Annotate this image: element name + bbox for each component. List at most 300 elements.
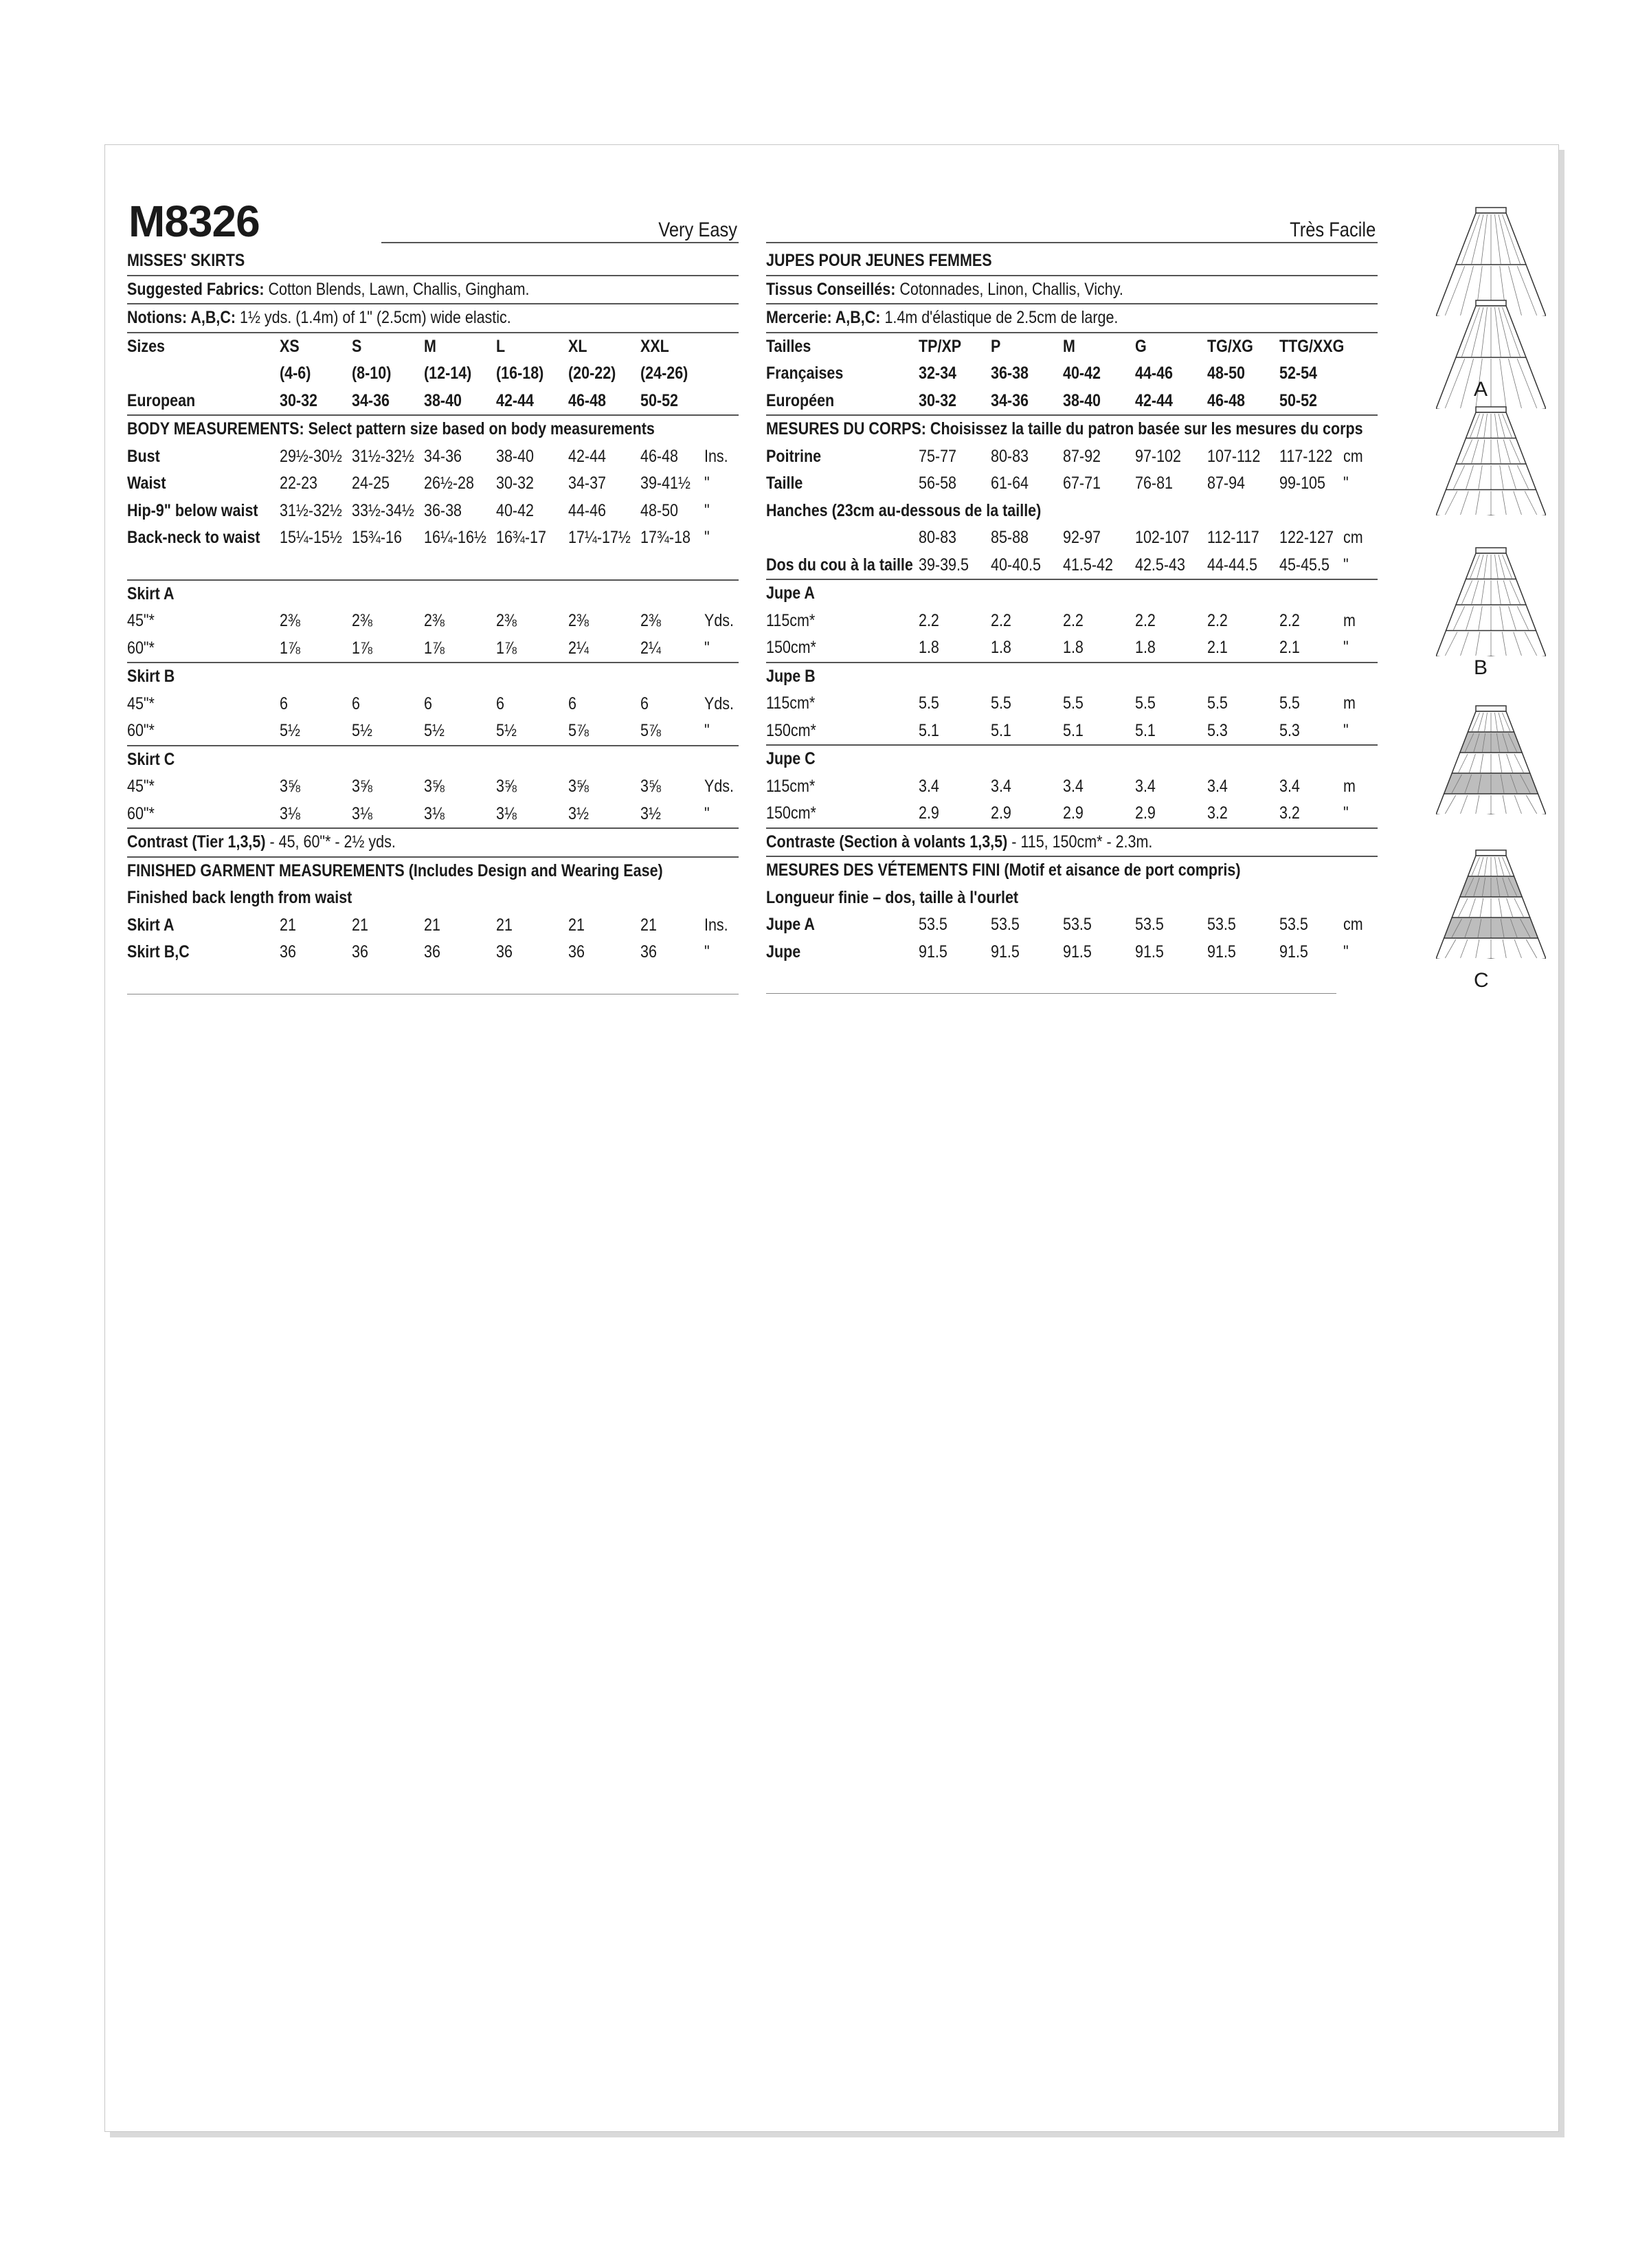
en-skirt-1-row-1-value-4: 5⅞: [568, 721, 589, 740]
en-skirt-2-row-1-unit: ": [704, 803, 710, 823]
fr-skirt-2-row-0-value-3: 3.4: [1135, 776, 1156, 796]
en-body-row-2-value-3: 40-42: [496, 500, 534, 520]
fr-body-heading-part-0: MESURES DU CORPS: Choisissez la taille du patron basée sur les mesures du corps: [766, 419, 1363, 438]
en-european-row-value-4: 46-48: [568, 390, 606, 410]
fr-sizes-row: [766, 333, 1378, 361]
en-skirt-2-heading: [127, 746, 739, 774]
en-skirt-0-row-1-value-3: 1⅞: [496, 638, 517, 658]
en-skirt-1-row-0-value-1: 6: [352, 693, 360, 713]
fr-skirt-1-row-0-value-2: 5.5: [1063, 693, 1084, 713]
fr-hips-row-value-2: 92-97: [1063, 528, 1101, 547]
en-body-row-3: [127, 524, 739, 552]
en-skirt-2-row-1-label: 60"*: [127, 803, 155, 823]
fr-body-row-0-value-5: 117-122: [1279, 446, 1333, 466]
fr-skirt-0-row-0: [766, 608, 1378, 635]
en-finished-row-0-value-4: 21: [568, 915, 585, 935]
en-body-row-3-unit: ": [704, 528, 710, 547]
fr-finished-row-0-label: Jupe A: [766, 915, 815, 934]
en-skirt-2-row-1-value-1: 3⅛: [352, 803, 372, 823]
en-body-row-3-value-4: 17¼-17½: [568, 528, 631, 547]
en-skirt-2-row-0-value-3: 3⅝: [496, 777, 517, 796]
en-sizes-row-value-3: L: [496, 336, 506, 356]
fr-skirt-1-heading-part-0: Jupe B: [766, 666, 816, 686]
fr-finished-row-0-value-1: 53.5: [991, 915, 1020, 934]
fr-francaises-row-label: Françaises: [766, 364, 844, 383]
fr-finished-heading-text: [766, 857, 1240, 884]
en-skirt-2-row-0: [127, 773, 739, 801]
en-finished-row-0-unit: Ins.: [704, 915, 728, 935]
fr-finished-row-1-label: Jupe: [766, 942, 801, 961]
fr-finished-row-0-value-3: 53.5: [1135, 915, 1164, 934]
fr-body-row-0-value-2: 87-92: [1063, 446, 1101, 466]
fr-title: [766, 247, 1378, 276]
en-fabrics-part-0: Suggested Fabrics:: [127, 279, 265, 299]
en-skirt-0-row-1-label: 60"*: [127, 638, 155, 658]
en-body-row-1-label: Waist: [127, 474, 166, 493]
fr-skirt-2-row-1: [766, 800, 1378, 829]
en-skirt-1-row-0-label: 45"*: [127, 693, 155, 713]
fr-skirt-0-row-0-value-2: 2.2: [1063, 610, 1084, 630]
fr-hips-row: [766, 524, 1378, 552]
en-skirt-2-row-0-value-2: 3⅝: [424, 777, 445, 796]
fr-finished-row-1-value-4: 91.5: [1207, 942, 1236, 961]
en-notions-text: [127, 304, 511, 331]
en-european-row: [127, 388, 739, 416]
fr-sizes-row-label: Tailles: [766, 336, 811, 356]
fr-finished-row-1-unit: ": [1343, 942, 1349, 961]
en-european-row-value-0: 30-32: [280, 390, 317, 410]
en-finished-row-0-value-0: 21: [280, 915, 296, 935]
en-body-row-0-unit: Ins.: [704, 446, 728, 466]
en-notions-part-0: Notions: A,B,C:: [127, 308, 236, 327]
fr-finished-row-0-value-4: 53.5: [1207, 915, 1236, 934]
fr-skirt-0-row-1-label: 150cm*: [766, 638, 816, 657]
fr-back-row-value-0: 39-39.5: [919, 555, 969, 575]
fr-hips-heading-text: [766, 498, 1041, 524]
en-skirt-0-row-1: [127, 635, 739, 664]
en-size-ranges-row-value-4: (20-22): [568, 364, 616, 383]
en-contrast-part-1: - 45, 60"* - 2½ yds.: [265, 832, 396, 852]
fr-european-row-value-4: 46-48: [1207, 390, 1245, 410]
en-skirt-0-row-0-value-5: 2⅜: [640, 611, 661, 630]
en-body-row-2-value-0: 31½-32½: [280, 500, 342, 520]
en-finished-row-1-label: Skirt B,C: [127, 942, 190, 961]
fr-finished-row-1-value-0: 91.5: [919, 942, 947, 961]
fr-european-row-value-3: 42-44: [1135, 390, 1173, 410]
en-skirt-1-row-1: [127, 718, 739, 746]
skirt-b-front-illustration: [1436, 405, 1546, 515]
en-body-row-3-value-0: 15¼-15½: [280, 528, 342, 547]
fr-body-row-0-value-4: 107-112: [1207, 446, 1261, 466]
fr-skirt-2-row-1-value-5: 3.2: [1279, 803, 1300, 823]
fr-back-row-value-5: 45-45.5: [1279, 555, 1330, 575]
fr-finished-row-1-value-1: 91.5: [991, 942, 1020, 961]
fr-finished-heading-part-0: MESURES DES VÉTEMENTS FINI (Motif et aisance de port compris): [766, 860, 1241, 880]
fr-european-row-value-1: 34-36: [991, 390, 1029, 410]
illustration-label-c: C: [1474, 969, 1489, 992]
en-body-row-3-value-2: 16¼-16½: [424, 528, 486, 547]
fr-body-heading-text: [766, 416, 1363, 443]
fr-skirt-0-row-1-value-5: 2.1: [1279, 638, 1300, 657]
fr-contrast-part-1: - 115, 150cm* - 2.3m.: [1007, 832, 1153, 852]
fr-body-row-1-value-3: 76-81: [1135, 474, 1173, 493]
fr-hips-heading-part-0: Hanches (23cm au-dessous de la taille): [766, 500, 1042, 520]
fr-skirt-2-row-0-value-0: 3.4: [919, 776, 939, 796]
en-finished-row-0-value-2: 21: [424, 915, 440, 935]
en-skirt-0-row-0-value-0: 2⅜: [280, 611, 300, 630]
fr-skirt-2-row-1-value-4: 3.2: [1207, 803, 1228, 823]
en-body-row-0-value-4: 42-44: [568, 446, 606, 466]
fr-finished-sub-part-0: Longueur finie – dos, taille à l'ourlet: [766, 887, 1019, 907]
en-finished-sub: [127, 885, 739, 912]
en-skirt-1-heading-text: [127, 663, 175, 690]
en-finished-row-1-unit: ": [704, 942, 710, 961]
en-finished-row-0-value-1: 21: [352, 915, 368, 935]
fr-skirt-1-row-0-unit: m: [1343, 693, 1356, 713]
en-body-row-3-value-1: 15¾-16: [352, 528, 402, 547]
en-skirt-1-row-0-value-5: 6: [640, 693, 649, 713]
en-skirt-2-row-0-value-5: 3⅝: [640, 777, 661, 796]
skirt-b-back-illustration: [1436, 546, 1546, 656]
fr-finished-row-1-value-3: 91.5: [1135, 942, 1164, 961]
en-body-row-1-value-3: 30-32: [496, 474, 534, 493]
en-skirt-2-row-1: [127, 801, 739, 830]
en-body-heading: [127, 416, 739, 443]
en-size-ranges-row-value-1: (8-10): [352, 364, 392, 383]
en-skirt-1-row-0-value-0: 6: [280, 693, 288, 713]
en-body-row-0-value-0: 29½-30½: [280, 446, 342, 466]
fr-body-row-0-value-0: 75-77: [919, 446, 956, 466]
fr-finished-sub: [766, 885, 1378, 912]
en-skirt-0-row-1-unit: ": [704, 638, 710, 658]
en-skirt-2-heading-part-0: Skirt C: [127, 749, 175, 769]
fr-skirt-0-row-0-value-1: 2.2: [991, 610, 1011, 630]
fr-contrast-text: [766, 829, 1152, 856]
fr-skirt-0-heading-part-0: Jupe A: [766, 583, 815, 603]
fr-european-row-value-5: 50-52: [1279, 390, 1317, 410]
fr-skirt-1-row-1: [766, 718, 1378, 746]
en-body-row-0-label: Bust: [127, 446, 160, 466]
fr-skirt-0-heading: [766, 580, 1378, 608]
fr-fabrics: [766, 276, 1378, 305]
fr-skirt-0-row-0-value-3: 2.2: [1135, 610, 1156, 630]
en-finished-row-1: [127, 939, 739, 966]
en-body-row-2-value-2: 36-38: [424, 500, 462, 520]
fr-fabrics-part-1: Cotonnades, Linon, Challis, Vichy.: [895, 279, 1123, 299]
fr-body-row-0-value-1: 80-83: [991, 446, 1029, 466]
en-skirt-0-row-0: [127, 608, 739, 635]
fr-finished-row-1: [766, 939, 1378, 966]
fr-finished-row-1-value-2: 91.5: [1063, 942, 1092, 961]
fr-european-row-label: Européen: [766, 390, 835, 410]
fr-back-row-value-3: 42.5-43: [1135, 555, 1185, 575]
fr-finished-row-0-value-5: 53.5: [1279, 915, 1308, 934]
en-body-row-3-value-5: 17¾-18: [640, 528, 691, 547]
en-skirt-2-row-0-unit: Yds.: [704, 777, 734, 796]
en-skirt-2-row-1-value-5: 3½: [640, 803, 661, 823]
fr-skirt-0-row-0-unit: m: [1343, 610, 1356, 630]
en-skirt-1-row-1-value-5: 5⅞: [640, 721, 661, 740]
en-finished-row-1-value-0: 36: [280, 942, 296, 961]
fr-body-row-0-value-3: 97-102: [1135, 446, 1181, 466]
en-body-row-0: [127, 443, 739, 471]
en-finished-row-0-value-5: 21: [640, 915, 657, 935]
en-title-text: [127, 247, 245, 274]
en-skirt-0-row-1-value-2: 1⅞: [424, 638, 445, 658]
fr-notions: [766, 304, 1378, 333]
fr-sizes-row-value-5: TTG/XXG: [1279, 336, 1345, 356]
en-skirt-2-row-1-value-4: 3½: [568, 803, 589, 823]
fr-skirt-2-row-0-label: 115cm*: [766, 776, 816, 796]
fr-skirt-2-row-1-value-2: 2.9: [1063, 803, 1084, 823]
en-size-ranges-row-value-3: (16-18): [496, 364, 544, 383]
fr-skirt-0-row-0-value-4: 2.2: [1207, 610, 1228, 630]
fr-francaises-row-value-4: 48-50: [1207, 364, 1245, 383]
en-body-gap: [127, 552, 739, 581]
fr-francaises-row-value-2: 40-42: [1063, 364, 1101, 383]
en-skirt-2-row-0-label: 45"*: [127, 777, 155, 796]
en-skirt-2-row-0-value-0: 3⅝: [280, 777, 300, 796]
fr-skirt-0-heading-text: [766, 580, 815, 607]
en-skirt-2-row-0-value-1: 3⅝: [352, 777, 372, 796]
fr-end-rule: [766, 979, 1336, 994]
fr-finished-heading: [766, 857, 1378, 885]
en-skirt-0-row-1-value-4: 2¼: [568, 638, 589, 658]
fr-francaises-row-value-0: 32-34: [919, 364, 956, 383]
en-finished-row-1-value-4: 36: [568, 942, 585, 961]
en-skirt-2-heading-text: [127, 746, 175, 773]
en-body-row-2-label: Hip-9" below waist: [127, 500, 258, 520]
en-skirt-1-row-1-value-2: 5½: [424, 721, 445, 740]
fr-skirt-1-row-1-label: 150cm*: [766, 720, 816, 740]
fr-skirt-1-row-1-value-1: 5.1: [991, 720, 1011, 740]
en-skirt-0-row-0-label: 45"*: [127, 611, 155, 630]
en-size-ranges-row: [127, 360, 739, 388]
en-end-rule: [127, 980, 739, 994]
en-skirt-1-row-0-value-2: 6: [424, 693, 432, 713]
en-skirt-2-row-1-value-3: 3⅛: [496, 803, 517, 823]
en-skirt-1-row-1-value-0: 5½: [280, 721, 300, 740]
en-skirt-1-row-1-value-3: 5½: [496, 721, 517, 740]
en-skirt-1-row-1-value-1: 5½: [352, 721, 372, 740]
fr-skirt-2-row-1-value-0: 2.9: [919, 803, 939, 823]
en-finished-row-0-value-3: 21: [496, 915, 513, 935]
fr-skirt-1-row-1-value-4: 5.3: [1207, 720, 1228, 740]
en-skirt-0-row-0-value-2: 2⅜: [424, 611, 445, 630]
en-body-heading-part-0: BODY MEASUREMENTS: Select pattern size based on body measurements: [127, 419, 655, 438]
en-sizes-row: [127, 333, 739, 361]
en-finished-heading-text: [127, 858, 663, 885]
fr-skirt-2-row-0-unit: m: [1343, 776, 1356, 796]
fr-hips-row-value-1: 85-88: [991, 528, 1029, 547]
fr-european-row-value-2: 38-40: [1063, 390, 1101, 410]
en-body-row-2: [127, 498, 739, 525]
fr-back-row-value-4: 44-44.5: [1207, 555, 1257, 575]
en-sizes-row-value-1: S: [352, 336, 362, 356]
fr-notions-part-1: 1.4m d'élastique de 2.5cm de large.: [880, 308, 1119, 327]
fr-sizes-row-value-2: M: [1063, 336, 1075, 356]
en-body-row-3-label: Back-neck to waist: [127, 528, 260, 547]
en-body-row-1-value-2: 26½-28: [424, 474, 474, 493]
en-skirt-1-heading-part-0: Skirt B: [127, 667, 175, 686]
fr-fabrics-part-0: Tissus Conseillés:: [766, 279, 896, 299]
fr-skirt-1-heading: [766, 663, 1378, 691]
fr-skirt-2-row-0-value-5: 3.4: [1279, 776, 1300, 796]
en-finished-row-1-value-5: 36: [640, 942, 657, 961]
fr-body-row-0: [766, 443, 1378, 471]
en-european-row-value-1: 34-36: [352, 390, 390, 410]
en-skirt-1-row-0-unit: Yds.: [704, 693, 734, 713]
fr-body-row-0-unit: cm: [1343, 446, 1363, 466]
en-finished-heading: [127, 858, 739, 885]
header-rule-en: [381, 242, 739, 243]
fr-skirt-2-row-1-value-3: 2.9: [1135, 803, 1156, 823]
fr-skirt-2-heading: [766, 746, 1378, 773]
en-notions-part-1: 1½ yds. (1.4m) of 1" (2.5cm) wide elastic.: [236, 308, 511, 327]
en-body-row-2-value-5: 48-50: [640, 500, 678, 520]
fr-european-row: [766, 388, 1378, 416]
fr-skirt-0-row-1-value-0: 1.8: [919, 638, 939, 657]
fr-skirt-1-heading-text: [766, 663, 816, 690]
fr-finished-row-1-value-5: 91.5: [1279, 942, 1308, 961]
en-body-row-1: [127, 470, 739, 498]
fr-finished-row-0-value-0: 53.5: [919, 915, 947, 934]
en-contrast-part-0: Contrast (Tier 1,3,5): [127, 832, 266, 852]
fr-body-row-0-label: Poitrine: [766, 446, 822, 466]
en-body-heading-text: [127, 416, 655, 443]
fr-skirt-2-row-0-value-2: 3.4: [1063, 776, 1084, 796]
fr-francaises-row-value-5: 52-54: [1279, 364, 1317, 383]
fr-skirt-2-row-1-value-1: 2.9: [991, 803, 1011, 823]
en-title: [127, 247, 739, 276]
en-skirt-0-row-0-value-1: 2⅜: [352, 611, 372, 630]
fr-skirt-0-row-1-value-1: 1.8: [991, 638, 1011, 657]
fr-contrast-part-0: Contraste (Section à volants 1,3,5): [766, 832, 1008, 852]
en-finished-row-1-value-3: 36: [496, 942, 513, 961]
fr-title-text: [766, 247, 992, 274]
en-skirt-1-heading: [127, 663, 739, 691]
fr-finished-row-0-value-2: 53.5: [1063, 915, 1092, 934]
en-body-row-1-value-0: 22-23: [280, 474, 317, 493]
fr-skirt-0-row-0-value-5: 2.2: [1279, 610, 1300, 630]
en-title-part-0: MISSES' SKIRTS: [127, 251, 245, 270]
en-skirt-2-row-1-value-0: 3⅛: [280, 803, 300, 823]
en-body-row-1-value-1: 24-25: [352, 474, 390, 493]
en-size-ranges-row-value-5: (24-26): [640, 364, 688, 383]
fr-back-row: [766, 552, 1378, 581]
fr-back-row-value-1: 40-40.5: [991, 555, 1041, 575]
fr-sizes-row-value-0: TP/XP: [919, 336, 962, 356]
en-skirt-0-row-0-value-3: 2⅜: [496, 611, 517, 630]
fr-finished-sub-text: [766, 885, 1018, 911]
fr-fabrics-text: [766, 276, 1123, 303]
fr-body-row-1: [766, 470, 1378, 498]
en-finished-row-1-value-2: 36: [424, 942, 440, 961]
fr-skirt-1-row-1-unit: ": [1343, 720, 1349, 740]
fr-skirt-2-row-0-value-4: 3.4: [1207, 776, 1228, 796]
pattern-number: M8326: [128, 197, 260, 246]
fr-skirt-0-row-0-value-0: 2.2: [919, 610, 939, 630]
fr-skirt-2-row-1-label: 150cm*: [766, 803, 816, 823]
fr-hips-row-value-5: 122-127: [1279, 528, 1334, 547]
en-body-row-0-value-2: 34-36: [424, 446, 462, 466]
fr-body-row-1-value-0: 56-58: [919, 474, 956, 493]
fr-francaises-row-value-3: 44-46: [1135, 364, 1173, 383]
fr-hips-row-value-3: 102-107: [1135, 528, 1189, 547]
en-finished-sub-text: [127, 885, 352, 911]
en-european-row-value-3: 42-44: [496, 390, 534, 410]
fr-body-row-1-value-4: 87-94: [1207, 474, 1245, 493]
en-body-row-1-value-5: 39-41½: [640, 474, 691, 493]
en-body-row-1-value-4: 34-37: [568, 474, 606, 493]
fr-skirt-0-row-1-value-2: 1.8: [1063, 638, 1084, 657]
fr-body-heading: [766, 416, 1378, 443]
en-sizes-row-value-4: XL: [568, 336, 587, 356]
fr-skirt-1-row-1-value-2: 5.1: [1063, 720, 1084, 740]
en-european-row-label: European: [127, 390, 196, 410]
en-sizes-row-value-0: XS: [280, 336, 300, 356]
fr-skirt-1-row-1-value-3: 5.1: [1135, 720, 1156, 740]
en-notions: [127, 304, 739, 333]
en-contrast-text: [127, 829, 396, 856]
fr-skirt-2-heading-part-0: Jupe C: [766, 749, 816, 768]
fr-back-row-value-2: 41.5-42: [1063, 555, 1113, 575]
en-skirt-2-row-0-value-4: 3⅝: [568, 777, 589, 796]
en-body-row-2-value-4: 44-46: [568, 500, 606, 520]
french-column: [766, 247, 1378, 994]
en-skirt-1-row-0-value-3: 6: [496, 693, 504, 713]
fr-skirt-2-row-0-value-1: 3.4: [991, 776, 1011, 796]
fr-hips-row-value-0: 80-83: [919, 528, 956, 547]
fr-skirt-1-row-1-value-0: 5.1: [919, 720, 939, 740]
fr-hips-row-unit: cm: [1343, 528, 1363, 547]
fr-skirt-1-row-0-value-1: 5.5: [991, 693, 1011, 713]
en-finished-row-0-label: Skirt A: [127, 915, 175, 935]
fr-skirt-1-row-0: [766, 690, 1378, 718]
skirt-c-front-illustration: [1436, 704, 1546, 814]
fr-body-row-1-value-2: 67-71: [1063, 474, 1101, 493]
fr-back-row-unit: ": [1343, 555, 1349, 575]
en-fabrics-text: [127, 276, 530, 303]
fr-sizes-row-value-1: P: [991, 336, 1001, 356]
en-skirt-0-row-1-value-5: 2¼: [640, 638, 661, 658]
en-body-row-0-value-1: 31½-32½: [352, 446, 414, 466]
english-column: [127, 247, 739, 994]
fr-skirt-0-row-1-value-3: 1.8: [1135, 638, 1156, 657]
fr-hips-heading: [766, 498, 1378, 525]
en-contrast: [127, 829, 739, 858]
fr-finished-row-0-unit: cm: [1343, 915, 1363, 934]
fr-skirt-1-row-0-value-4: 5.5: [1207, 693, 1228, 713]
fr-skirt-0-row-1-value-4: 2.1: [1207, 638, 1228, 657]
en-body-row-3-value-3: 16¾-17: [496, 528, 546, 547]
en-size-ranges-row-value-2: (12-14): [424, 364, 472, 383]
en-skirt-0-heading-part-0: Skirt A: [127, 583, 175, 603]
fr-title-part-0: JUPES POUR JEUNES FEMMES: [766, 251, 992, 270]
fr-body-row-1-value-1: 61-64: [991, 474, 1029, 493]
fr-francaises-row-value-1: 36-38: [991, 364, 1029, 383]
en-skirt-1-row-1-unit: ": [704, 721, 710, 740]
fr-skirt-1-row-0-value-3: 5.5: [1135, 693, 1156, 713]
en-fabrics: [127, 276, 739, 305]
fr-body-row-1-unit: ": [1343, 474, 1349, 493]
en-body-row-0-value-3: 38-40: [496, 446, 534, 466]
fr-skirt-2-row-0: [766, 773, 1378, 801]
fr-skirt-1-row-0-value-5: 5.5: [1279, 693, 1300, 713]
fr-back-row-label: Dos du cou à la taille: [766, 555, 913, 575]
en-skirt-0-heading-text: [127, 581, 175, 608]
fr-body-row-1-label: Taille: [766, 474, 803, 493]
